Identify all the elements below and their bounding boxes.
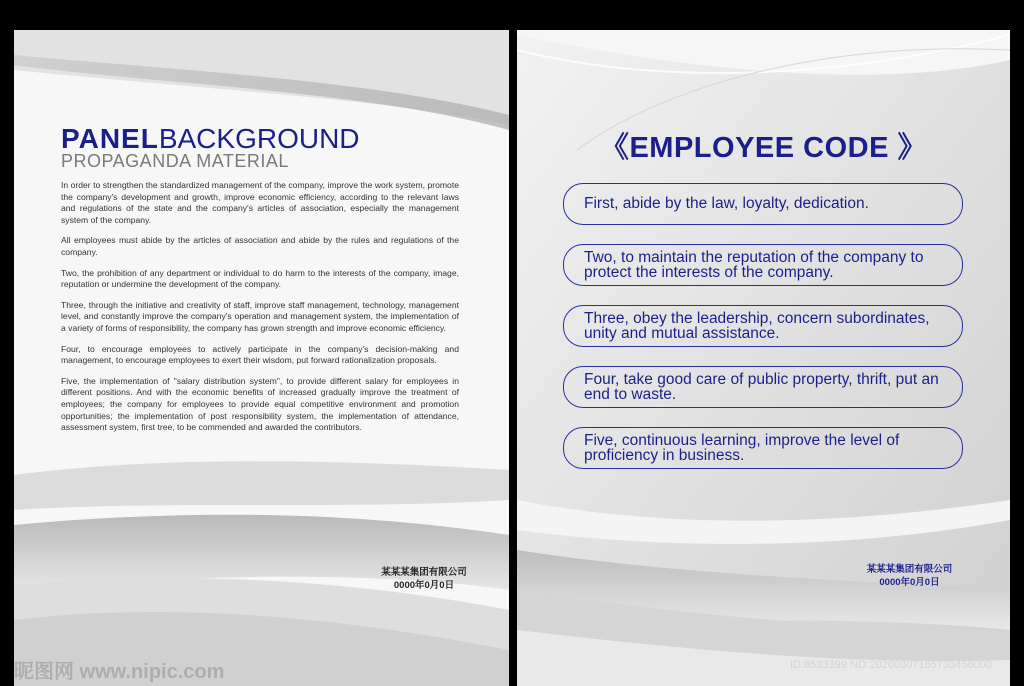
panel-heading (61, 124, 360, 154)
paragraph-6: Five, the implementation of "salary distribution system", to provide different salary for employees in different positions. And with the economic benefits of increased gradually improve the treatment of employees; the company for employees to provide equal competitive environment and promotion opportunities; the implementation of post responsibility system, the implementation of attendance, assessment system, first tree, to be commended and awarded the contributors. (61, 375, 459, 433)
company-date: 0000年0月0日 (879, 577, 940, 588)
code-item-2: Two, to maintain the reputation of the company to protect the interests of the company. (563, 244, 963, 286)
paragraph-3: Two, the prohibition of any department or individual to do harm to the interests of the company, image, reputation or undermine the development of the company. (61, 267, 459, 290)
paragraph-2: All employees must abide by the articles of association and abide by the rules and regulations of the company. (61, 235, 459, 257)
paragraph-4: Three, through the initiative and creativity of staff, improve staff management, technology, management level, and constantly improve the company's operation and management system, the implementation of a variety of forms of responsibility, the company has grown strength and improve economic efficiency. (61, 299, 459, 333)
paragraph-1: In order to strengthen the standardized management of the company, improve the work system, promote the company's development and growth, improve economic efficiency, according to the relevant laws and regulations of the state and the company's articles of association, especially the management system of the company. (61, 180, 459, 225)
left-panel (14, 30, 509, 686)
company-name: 某某某集团有限公司 (866, 564, 953, 575)
heading-bold: PANEL (61, 123, 159, 154)
code-item-1: First, abide by the law, loyalty, dedication. (563, 183, 963, 225)
heading-light: BACKGROUND (158, 123, 360, 154)
panel-subheading: PROPAGANDA MATERIAL (61, 151, 289, 171)
id-watermark: ID:8533399 NO:20200307165733458000 (790, 659, 992, 671)
code-item-5: Five, continuous learning, improve the level of proficiency in business. (563, 427, 963, 469)
body-text (61, 180, 459, 443)
company-name: 某某某集团有限公司 (381, 567, 467, 578)
left-company-block (364, 566, 484, 592)
code-item-3: Three, obey the leadership, concern subordinates, unity and mutual assistance. (563, 305, 963, 347)
right-company-block (847, 563, 972, 589)
paragraph-5: Four, to encourage employees to actively participate in the company's decision-making and management, to encourage employees to exert their wisdom, put forward rationalization proposals. (61, 343, 459, 366)
company-date: 0000年0月0日 (393, 580, 455, 591)
employee-code-title: 《EMPLOYEE CODE 》 (599, 132, 928, 164)
site-watermark: 昵图网 www.nipic.com (14, 661, 225, 683)
right-panel (517, 30, 1010, 686)
code-item-4: Four, take good care of public property, thrift, put an end to waste. (563, 366, 963, 408)
